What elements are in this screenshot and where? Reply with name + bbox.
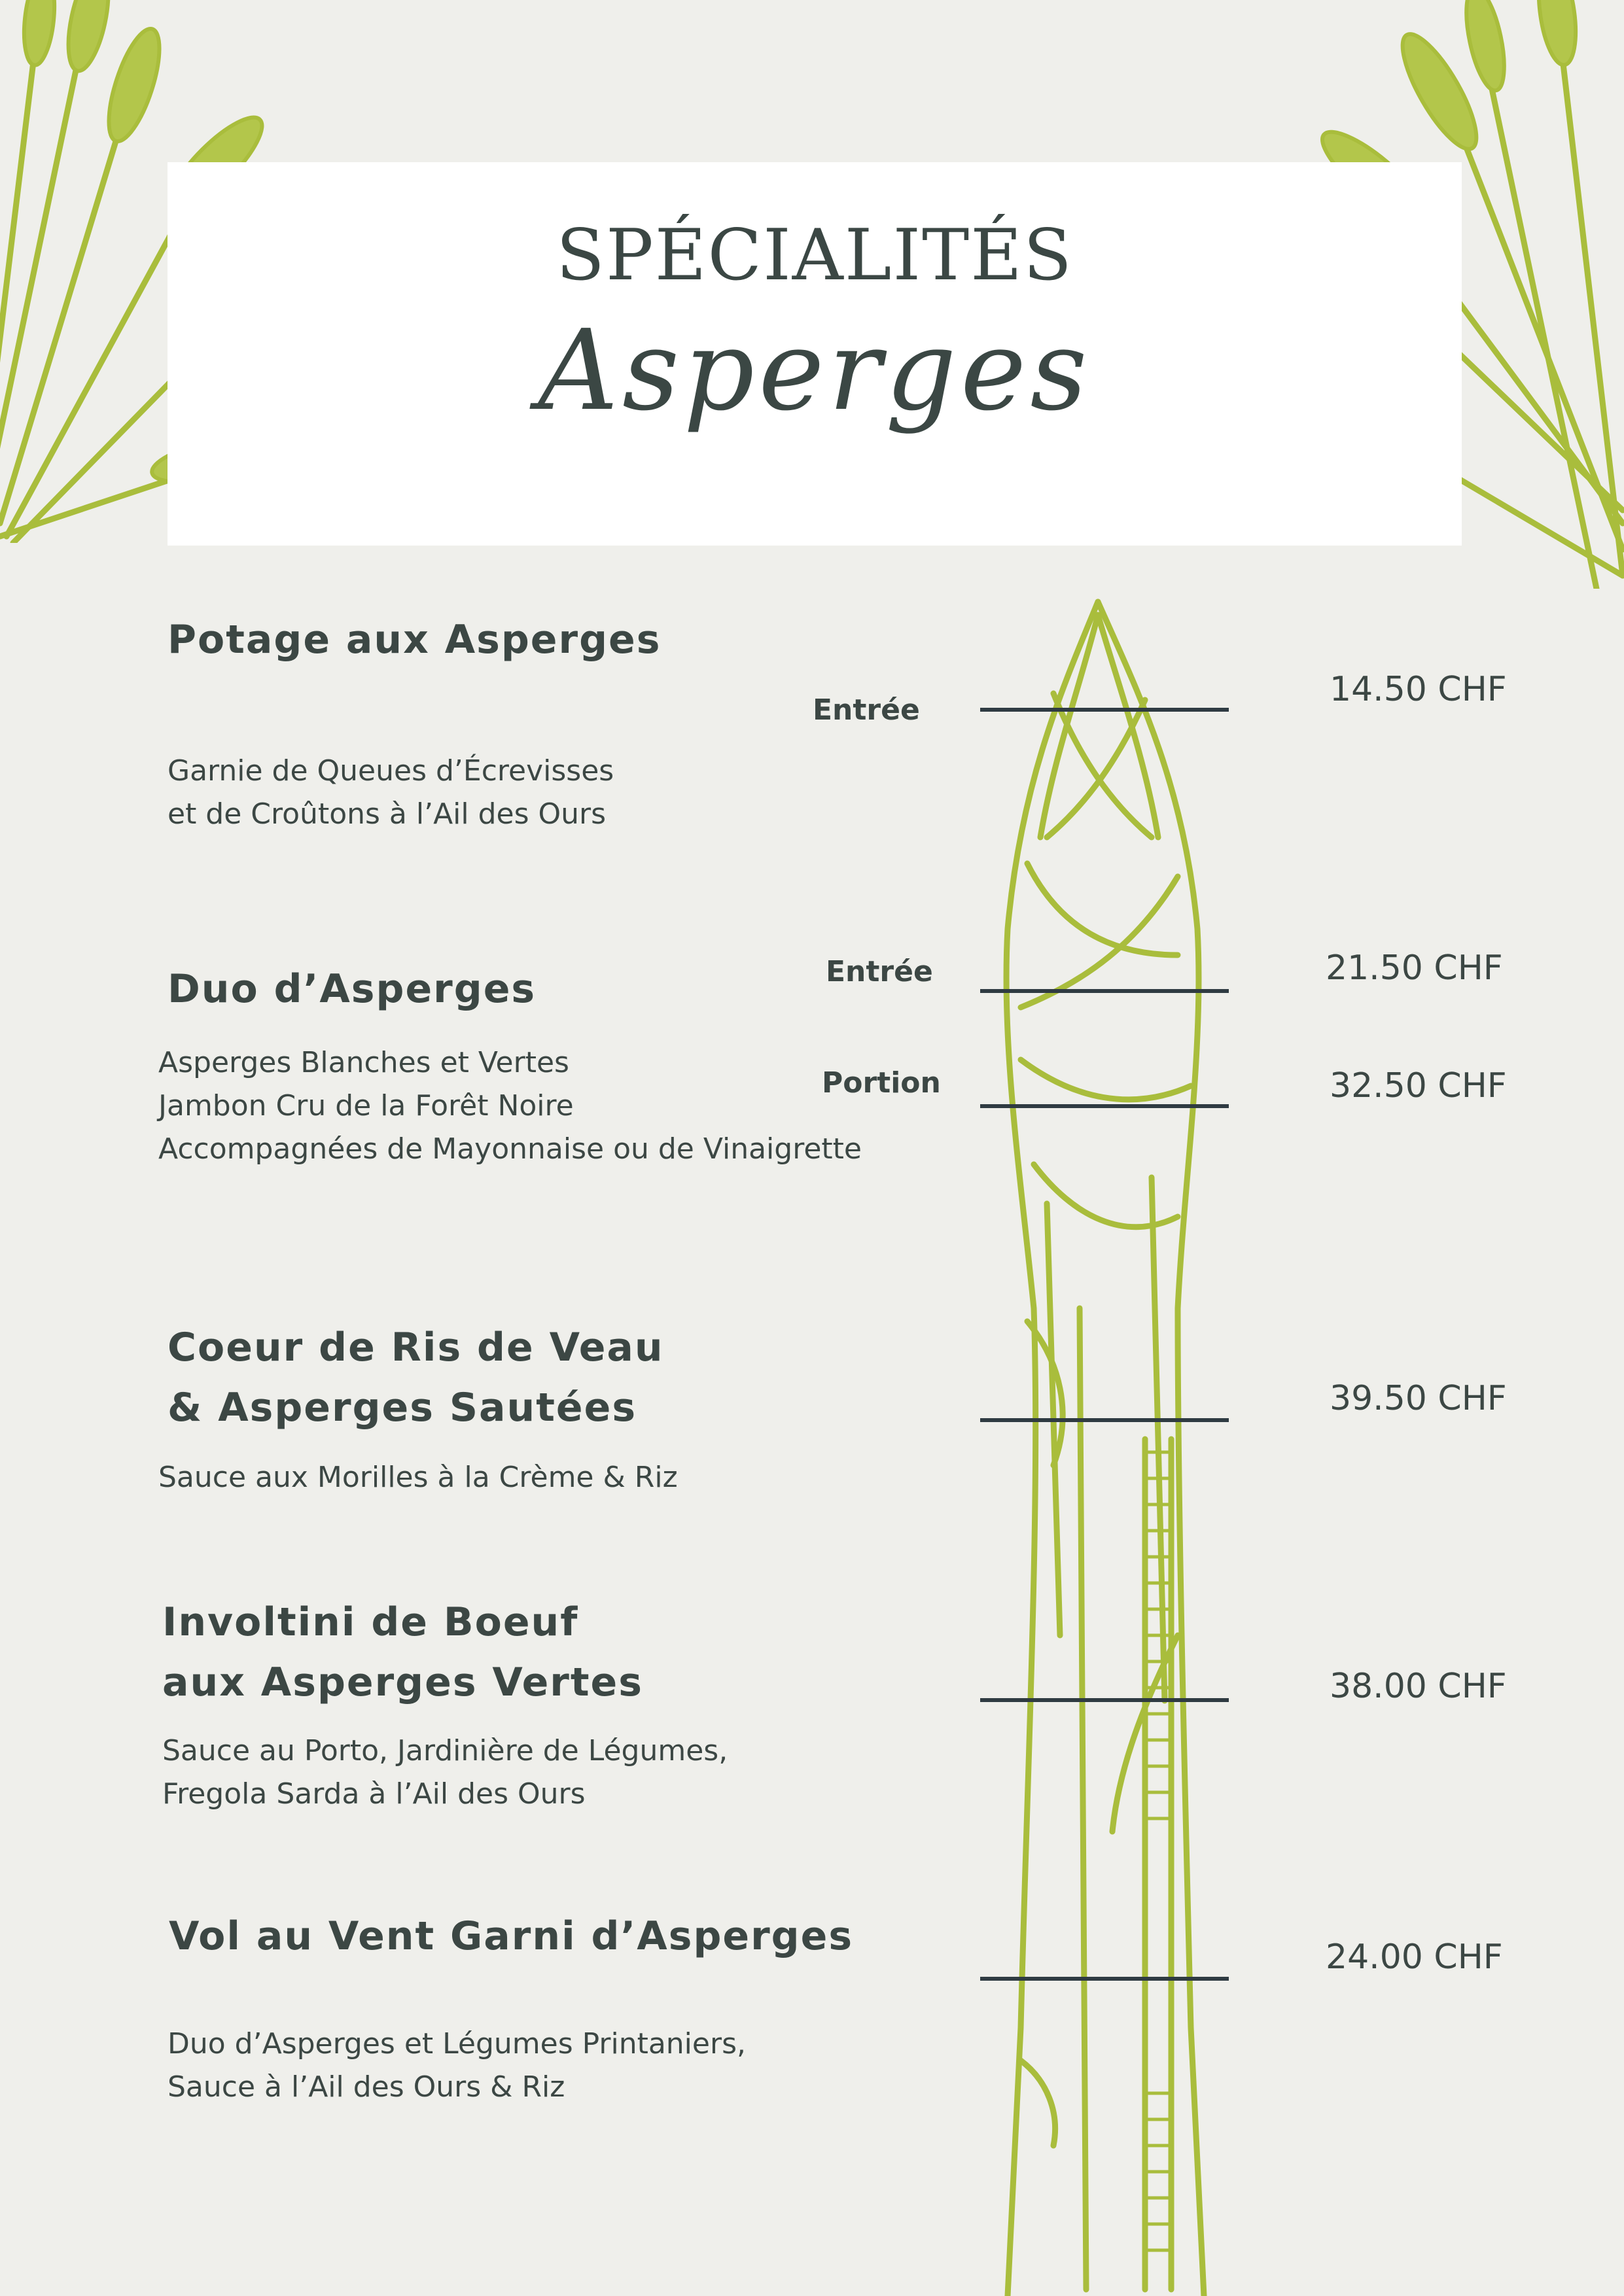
dish-name: Duo d’Asperges [168, 966, 537, 1012]
option-label: Entrée [826, 955, 933, 988]
divider-rule [980, 708, 1229, 712]
dish-description: Garnie de Queues d’Écrevisses et de Croûtons à l’Ail des Ours [168, 754, 614, 831]
price: 24.00 CHF [1326, 1938, 1503, 1977]
dish-description: Duo d’Asperges et Légumes Printaniers, Sauce à l’Ail des Ours & Riz [168, 2027, 746, 2104]
page-subtitle: Asperges [538, 306, 1091, 436]
dish-description: Sauce aux Morilles à la Crème & Riz [158, 1461, 678, 1494]
price: 21.50 CHF [1326, 948, 1503, 988]
option-label: Portion [822, 1066, 941, 1100]
divider-rule [980, 1104, 1229, 1108]
option-label: Entrée [813, 693, 920, 727]
price: 14.50 CHF [1330, 670, 1507, 709]
header-card [168, 162, 1462, 546]
divider-rule [980, 1418, 1229, 1422]
page-title: SPÉCIALITÉS [556, 215, 1074, 296]
divider-rule [980, 1977, 1229, 1981]
price: 38.00 CHF [1330, 1667, 1507, 1706]
dish-name: Vol au Vent Garni d’Asperges [169, 1913, 854, 1959]
divider-rule [980, 989, 1229, 993]
dish-name: Potage aux Asperges [168, 617, 662, 663]
dish-description: Sauce au Porto, Jardinière de Légumes, Fregola Sarda à l’Ail des Ours [162, 1734, 728, 1811]
divider-rule [980, 1698, 1229, 1702]
dish-description: Asperges Blanches et Vertes Jambon Cru de la Forêt Noire Accompagnées de Mayonnaise ou de Vinaigrette [158, 1046, 862, 1166]
dish-name: Involtini de Boeuf aux Asperges Vertes [162, 1599, 643, 1705]
price: 39.50 CHF [1330, 1379, 1507, 1418]
dish-name: Coeur de Ris de Veau & Asperges Sautées [168, 1325, 664, 1431]
asparagus-spear-icon [981, 589, 1230, 2296]
price: 32.50 CHF [1330, 1066, 1507, 1105]
